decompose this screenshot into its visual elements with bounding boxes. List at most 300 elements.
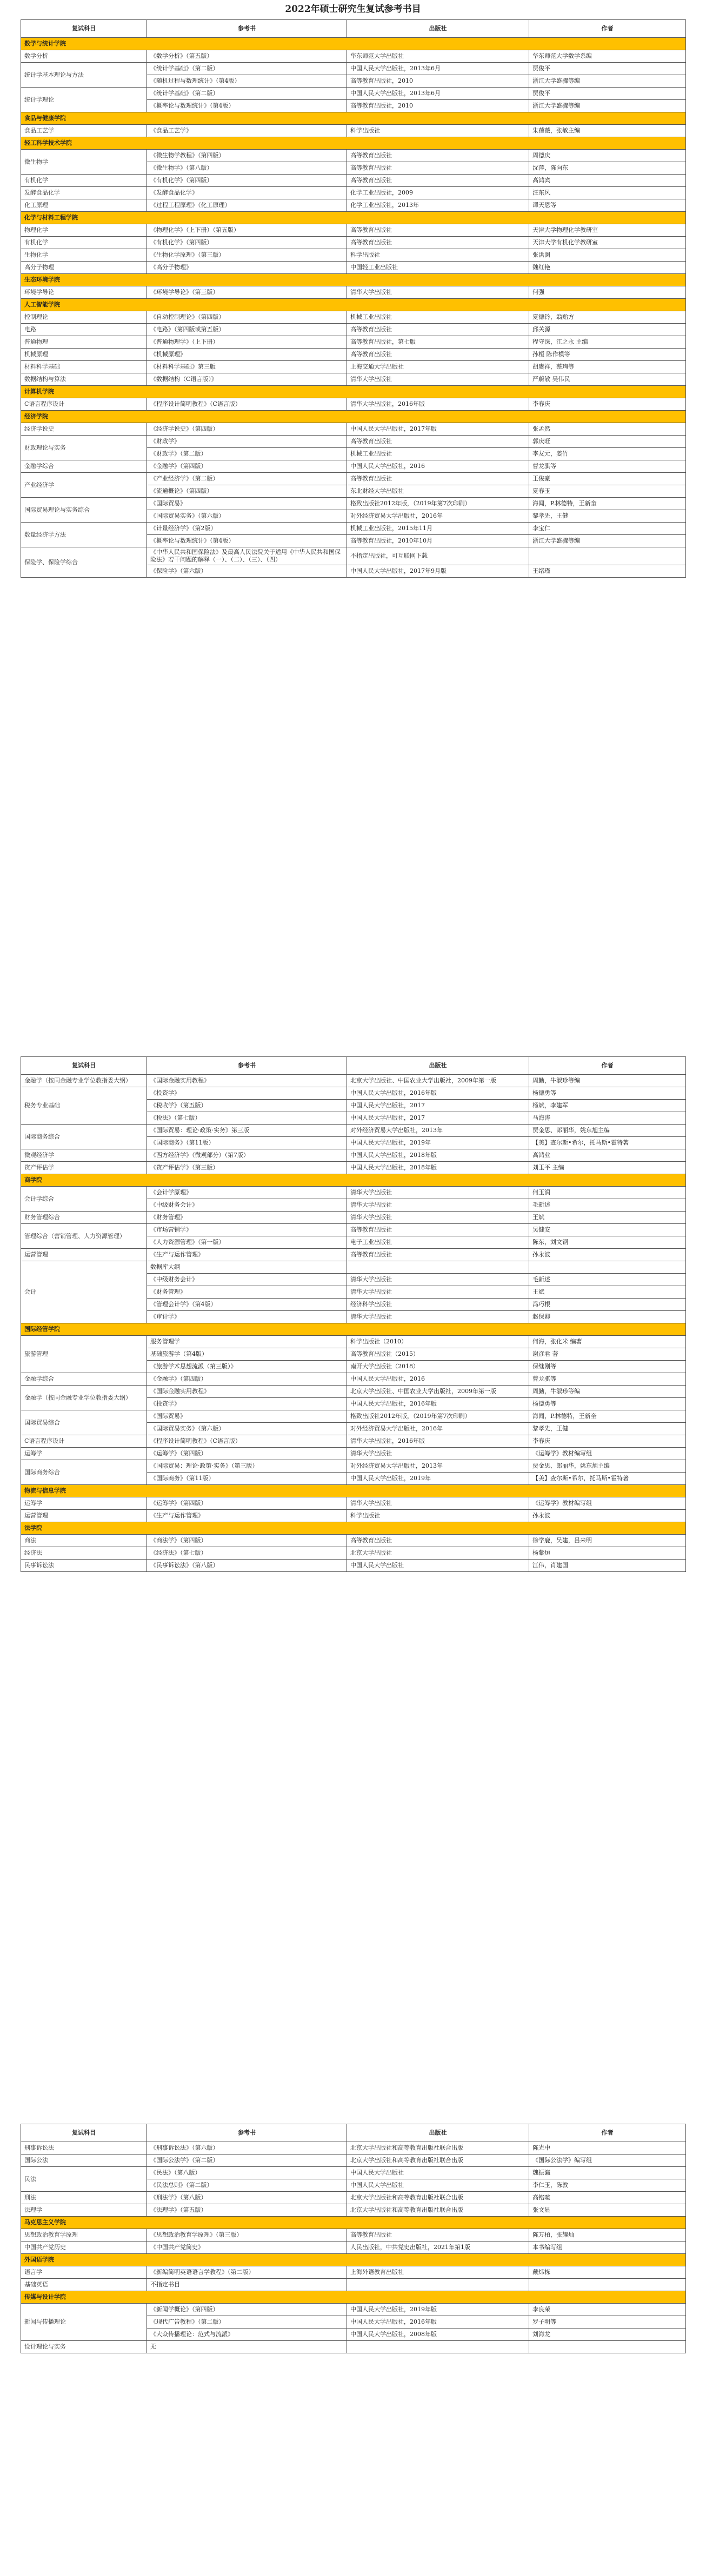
book-cell: 《经济学说史》（第四版） (147, 423, 347, 436)
section-title: 生态环境学院 (21, 274, 686, 286)
subject-cell: 基础英语 (21, 2279, 147, 2291)
book-cell: 《市场营销学》 (147, 1224, 347, 1236)
table-row (21, 286, 686, 299)
table-row (21, 1087, 686, 1100)
author-cell: 赵保卿 (529, 1311, 686, 1323)
book-cell: 《旅游学术思想流派（第三版）》 (147, 1361, 347, 1373)
author-cell: 高鸿业 (529, 1149, 686, 1162)
publisher-cell: 高等教育出版社，2010 (347, 100, 529, 112)
publisher-cell: 中国人民大学出版社，2019年版 (347, 2304, 529, 2316)
book-cell: 《国际公法学》（第二版） (147, 2155, 347, 2167)
author-cell: 毛新述 (529, 1274, 686, 1286)
table-row (21, 311, 686, 324)
author-cell: 贾金思、郎丽华，姚东旭主编 (529, 1460, 686, 1473)
publisher-cell: 高等教育出版社 (347, 1224, 529, 1236)
publisher-cell: 清华大学出版社 (347, 373, 529, 386)
table-row (21, 88, 686, 100)
publisher-cell: 格致出版社2012年版，（2019年第7次印刷） (347, 1410, 529, 1423)
publisher-cell: 南开大学出版社（2018） (347, 1361, 529, 1373)
author-cell: 曹龙骐等 (529, 460, 686, 473)
table-row (21, 1224, 686, 1236)
book-cell: 《流通概论》（第四版） (147, 485, 347, 498)
subject-cell: 运营管理 (21, 1249, 147, 1261)
section-row (21, 212, 686, 224)
table-row (21, 1075, 686, 1087)
publisher-cell: 电子工业出版社 (347, 1236, 529, 1249)
author-cell: 李仁玉，陈敦 (529, 2179, 686, 2192)
publisher-cell: 清华大学出版社 (347, 1286, 529, 1299)
book-cell: 《保险学》（第六版） (147, 565, 347, 578)
subject-cell: 食品工艺学 (21, 125, 147, 137)
subject-cell: 国际商务综合 (21, 1125, 147, 1149)
publisher-cell: 对外经济贸易大学出版社，2013年 (347, 1460, 529, 1473)
subject-cell: C语言程序设计 (21, 1435, 147, 1448)
table-row (21, 187, 686, 199)
publisher-cell: 中国人民大学出版社，2019年 (347, 1473, 529, 1485)
publisher-cell: 北京大学出版社和高等教育出版社联合出版 (347, 2142, 529, 2155)
subject-cell: 保险学、保险学综合 (21, 547, 147, 578)
author-cell: 何海，张化米 编著 (529, 1336, 686, 1348)
book-cell: 《有机化学》（第四版） (147, 237, 347, 249)
publisher-cell: 高等教育出版社 (347, 150, 529, 162)
section-row (21, 137, 686, 150)
book-cell: 《食品工艺学》 (147, 125, 347, 137)
subject-cell: 有机化学 (21, 237, 147, 249)
page-2 (21, 1056, 685, 1572)
book-cell: 《国际贸易：理论·政策·实务》（第三版） (147, 1460, 347, 1473)
author-cell: 杨斌，李建军 (529, 1100, 686, 1112)
author-cell: 浙江大学盛骤等编 (529, 75, 686, 88)
subject-cell: 旅游管理 (21, 1336, 147, 1373)
table-row (21, 2304, 686, 2316)
book-cell: 《微生物学》（第八版） (147, 162, 347, 175)
book-cell: 《税收学》（第五版） (147, 1100, 347, 1112)
book-cell: 不指定书目 (147, 2279, 347, 2291)
author-cell (529, 2341, 686, 2353)
publisher-cell: 清华大学出版社 (347, 1212, 529, 1224)
author-cell: 杨紫烜 (529, 1547, 686, 1560)
subject-cell: 物理化学 (21, 224, 147, 237)
table-row (21, 324, 686, 336)
author-cell: 王绪瑾 (529, 565, 686, 578)
booklist-table (21, 1056, 686, 1572)
header-book: 参考书 (147, 1057, 347, 1075)
author-cell: 刘海龙 (529, 2329, 686, 2341)
book-cell: 《现代广告教程》（第二版） (147, 2316, 347, 2329)
section-title: 人工智能学院 (21, 299, 686, 311)
book-cell: 《普通物理学》（上下册） (147, 336, 347, 349)
author-cell: 陈万柏，张耀灿 (529, 2229, 686, 2242)
publisher-cell: 中国人民大学出版社，2016 (347, 460, 529, 473)
author-cell: 沈萍，陈向东 (529, 162, 686, 175)
book-cell: 基础旅游学（第4版） (147, 1348, 347, 1361)
subject-cell: 会计学综合 (21, 1187, 147, 1212)
publisher-cell: 清华大学出版社，2016年版 (347, 1435, 529, 1448)
page-title: 2022年硕士研究生复试参考书目 (285, 4, 421, 15)
author-cell: 【美】查尔斯•希尔，托马斯•霍特著 (529, 1473, 686, 1485)
author-cell: 周勤，牛淑珍等编 (529, 1075, 686, 1087)
book-cell: 《产业经济学》（第二版） (147, 473, 347, 485)
publisher-cell: 中国人民大学出版社，2017年版 (347, 423, 529, 436)
subject-cell: 国际商务综合 (21, 1460, 147, 1485)
book-cell: 《中国共产党简史》 (147, 2242, 347, 2254)
author-cell: 浙江大学盛骤等编 (529, 100, 686, 112)
publisher-cell: 中国人民大学出版社，2017 (347, 1100, 529, 1112)
subject-cell: 思想政治教育学原理 (21, 2229, 147, 2242)
publisher-cell: 中国人民大学出版社，2019年 (347, 1137, 529, 1149)
table-row (21, 1535, 686, 1547)
publisher-cell: 高等教育出版社 (347, 436, 529, 448)
author-cell: 天津大学有机化学教研室 (529, 237, 686, 249)
subject-cell: 财政理论与实务 (21, 436, 147, 460)
section-title: 法学院 (21, 1522, 686, 1535)
book-cell: 《国际金融实用教程》 (147, 1075, 347, 1087)
author-cell: 陈东，刘文钢 (529, 1236, 686, 1249)
table-row (21, 1187, 686, 1199)
section-row (21, 2217, 686, 2229)
table-row (21, 1125, 686, 1137)
author-cell: 朱蓓薇，张敏主编 (529, 125, 686, 137)
publisher-cell: 化学工业出版社，2013年 (347, 199, 529, 212)
publisher-cell: 对外经济贸易大学出版社，2013年 (347, 1125, 529, 1137)
book-cell: 《有机化学》（第四版） (147, 175, 347, 187)
book-cell: 《经济法》（第七版） (147, 1547, 347, 1560)
subject-cell: 民法 (21, 2167, 147, 2192)
author-cell: 戴炜栋 (529, 2266, 686, 2279)
book-cell: 《材料科学基础》第三版 (147, 361, 347, 373)
table-row (21, 2167, 686, 2179)
subject-cell: 数量经济学方法 (21, 523, 147, 547)
header-subject: 复试科目 (21, 1057, 147, 1075)
section-title: 传媒与设计学院 (21, 2291, 686, 2304)
section-row (21, 38, 686, 50)
subject-cell: 资产评估学 (21, 1162, 147, 1174)
book-cell: 《财务管理》 (147, 1286, 347, 1299)
publisher-cell: 清华大学出版社 (347, 1497, 529, 1510)
section-title: 轻工科学技术学院 (21, 137, 686, 150)
author-cell (529, 2279, 686, 2291)
book-cell: 《数学分析》（第五版） (147, 50, 347, 63)
author-cell: 天津大学物理化学教研室 (529, 224, 686, 237)
author-cell: 江伟，肖建国 (529, 1560, 686, 1572)
publisher-cell: 高等教育出版社 (347, 1535, 529, 1547)
table-row (21, 523, 686, 535)
table-row (21, 2279, 686, 2291)
section-row (21, 2254, 686, 2266)
section-row (21, 112, 686, 125)
publisher-cell: 清华大学出版社 (347, 1199, 529, 1212)
section-row (21, 1522, 686, 1535)
book-cell: 《管理会计学》（第4版） (147, 1299, 347, 1311)
book-cell: 《国际贸易》 (147, 498, 347, 510)
table-row (21, 150, 686, 162)
table-row (21, 199, 686, 212)
author-cell: 贾俊平 (529, 63, 686, 75)
publisher-cell: 中国人民大学出版社，2016 (347, 1373, 529, 1386)
subject-cell: 设计理论与实务 (21, 2341, 147, 2353)
section-row (21, 1485, 686, 1497)
table-row (21, 460, 686, 473)
author-cell: 【美】查尔斯•希尔，托马斯•霍特著 (529, 1137, 686, 1149)
publisher-cell: 中国人民大学出版社，2008年版 (347, 2329, 529, 2341)
publisher-cell: 高等教育出版社（2015） (347, 1348, 529, 1361)
subject-cell: 国际公法 (21, 2155, 147, 2167)
author-cell: 何强 (529, 286, 686, 299)
book-cell: 《新闻学概论》（第四版） (147, 2304, 347, 2316)
publisher-cell: 人民出版社，中共党史出版社，2021年第1版 (347, 2242, 529, 2254)
publisher-cell: 北京大学出版社和高等教育出版社联合出版 (347, 2204, 529, 2217)
table-row (21, 2192, 686, 2204)
table-row (21, 1212, 686, 1224)
book-cell: 无 (147, 2341, 347, 2353)
publisher-cell: 高等教育出版社 (347, 349, 529, 361)
publisher-cell: 机械工业出版社，2015年11月 (347, 523, 529, 535)
author-cell: 黎孝先，王健 (529, 1423, 686, 1435)
section-title: 计算机学院 (21, 386, 686, 398)
subject-cell: 高分子物理 (21, 262, 147, 274)
subject-cell: 化工原理 (21, 199, 147, 212)
subject-cell: 有机化学 (21, 175, 147, 187)
header-author: 作者 (529, 20, 686, 38)
header-author: 作者 (529, 1057, 686, 1075)
author-cell: 孙桓 陈作模等 (529, 349, 686, 361)
subject-cell: 微生物学 (21, 150, 147, 175)
author-cell: 张洪渊 (529, 249, 686, 262)
publisher-cell: 北京大学出版社和高等教育出版社联合出版 (347, 2155, 529, 2167)
book-cell: 《环境学导论》（第三版） (147, 286, 347, 299)
subject-cell: 商法 (21, 1535, 147, 1547)
publisher-cell: 中国人民大学出版社 (347, 2179, 529, 2192)
publisher-cell: 化学工业出版社，2009 (347, 187, 529, 199)
table-row (21, 1336, 686, 1348)
section-title: 化学与材料工程学院 (21, 212, 686, 224)
table-row (21, 125, 686, 137)
author-cell: 李春庆 (529, 1435, 686, 1448)
table-row (21, 1560, 686, 1572)
author-cell: 李春庆 (529, 398, 686, 411)
table-row (21, 50, 686, 63)
author-cell: 周德庆 (529, 150, 686, 162)
publisher-cell: 中国人民大学出版社，2016年版 (347, 2316, 529, 2329)
publisher-cell: 高等教育出版社，第七版 (347, 336, 529, 349)
book-cell: 《人力资源管理》（第一版） (147, 1236, 347, 1249)
book-cell: 《发酵食品化学》 (147, 187, 347, 199)
table-row (21, 1261, 686, 1274)
booklist-table (21, 19, 686, 578)
author-cell: 夏德钤，翁贻方 (529, 311, 686, 324)
publisher-cell: 高等教育出版社 (347, 162, 529, 175)
author-cell: 《运筹学》教材编写组 (529, 1448, 686, 1460)
publisher-cell: 上海交通大学出版社 (347, 361, 529, 373)
publisher-cell: 北京大学出版社和高等教育出版社联合出版 (347, 2192, 529, 2204)
author-cell: 马海涛 (529, 1112, 686, 1125)
book-cell: 《机械原理》 (147, 349, 347, 361)
subject-cell: 会计 (21, 1261, 147, 1323)
book-cell: 《刑事诉讼法》（第六版） (147, 2142, 347, 2155)
subject-cell: 生物化学 (21, 249, 147, 262)
book-cell: 《国际贸易》 (147, 1410, 347, 1423)
section-row (21, 411, 686, 423)
book-cell: 《国际商务》（第11版） (147, 1137, 347, 1149)
section-title: 马克思主义学院 (21, 2217, 686, 2229)
publisher-cell: 高等教育出版社 (347, 473, 529, 485)
book-cell: 《国际贸易实务》（第六版） (147, 1423, 347, 1435)
subject-cell: 刑法 (21, 2192, 147, 2204)
subject-cell: 金融学（按同金融专业学位教指委大纲） (21, 1075, 147, 1087)
book-cell: 《金融学》（第四版） (147, 460, 347, 473)
book-cell: 《统计学基础》（第二版） (147, 63, 347, 75)
book-cell: 《国际商务》（第11版） (147, 1473, 347, 1485)
section-title: 数学与统计学院 (21, 38, 686, 50)
subject-cell: 中国共产党历史 (21, 2242, 147, 2254)
book-cell: 《高分子物理》 (147, 262, 347, 274)
publisher-cell: 对外经济贸易大学出版社，2016年 (347, 510, 529, 523)
book-cell: 《中级财务会计》 (147, 1199, 347, 1212)
publisher-cell (347, 2279, 529, 2291)
author-cell: 罗子明等 (529, 2316, 686, 2329)
book-cell: 《投资学》 (147, 1398, 347, 1410)
publisher-cell: 中国人民大学出版社，2018年版 (347, 1149, 529, 1162)
publisher-cell: 上海外语教育出版社 (347, 2266, 529, 2279)
book-cell: 《法理学》（第五版） (147, 2204, 347, 2217)
table-row (21, 498, 686, 510)
table-row (21, 63, 686, 75)
subject-cell: 微观经济学 (21, 1149, 147, 1162)
header-subject: 复试科目 (21, 2124, 147, 2142)
header-publisher: 出版社 (347, 2124, 529, 2142)
author-cell: 浙江大学盛骤等编 (529, 535, 686, 547)
book-cell: 《自动控制理论》（第四版） (147, 311, 347, 324)
publisher-cell: 北京大学出版社 (347, 1547, 529, 1560)
table-row (21, 1435, 686, 1448)
publisher-cell: 清华大学出版社，2016年版 (347, 398, 529, 411)
subject-cell: 财务管理综合 (21, 1212, 147, 1224)
subject-cell: 环境学导论 (21, 286, 147, 299)
section-row (21, 2291, 686, 2304)
table-row (21, 2341, 686, 2353)
publisher-cell: 东北财经大学出版社 (347, 485, 529, 498)
publisher-cell: 中国人民大学出版社，2016年版 (347, 1087, 529, 1100)
author-cell (529, 1261, 686, 1274)
page-1 (21, 3, 685, 578)
book-cell: 《概率论与数理统计》（第4版） (147, 100, 347, 112)
book-cell: 《大众传播理论：范式与流派》 (147, 2329, 347, 2341)
author-cell: 胡赓祥，蔡珣等 (529, 361, 686, 373)
book-cell: 《微生物学教程》（第四版） (147, 150, 347, 162)
subject-cell: 数学分析 (21, 50, 147, 63)
publisher-cell: 高等教育出版社 (347, 237, 529, 249)
author-cell: 谭天恩等 (529, 199, 686, 212)
author-cell: 贾金思、郎丽华，姚东旭主编 (529, 1125, 686, 1137)
book-cell: 《生物化学原理》（第三版） (147, 249, 347, 262)
publisher-cell: 中国人民大学出版社，2017年9月版 (347, 565, 529, 578)
publisher-cell: 中国人民大学出版社，2017 (347, 1112, 529, 1125)
subject-cell: 发酵食品化学 (21, 187, 147, 199)
table-row (21, 473, 686, 485)
author-cell: 徐学鹿，吴建，吕来明 (529, 1535, 686, 1547)
author-cell: 孙永波 (529, 1510, 686, 1522)
publisher-cell: 中国人民大学出版社 (347, 2167, 529, 2179)
publisher-cell (347, 1261, 529, 1274)
author-cell: 郭庆旺 (529, 436, 686, 448)
author-cell: 魏振瀛 (529, 2167, 686, 2179)
subject-cell: 刑事诉讼法 (21, 2142, 147, 2155)
table-row (21, 1510, 686, 1522)
book-cell: 《中级财务会计》 (147, 1274, 347, 1286)
subject-cell: 产业经济学 (21, 473, 147, 498)
author-cell: 冯巧根 (529, 1299, 686, 1311)
book-cell: 《财政学》 (147, 436, 347, 448)
author-cell: 本书编写组 (529, 2242, 686, 2254)
publisher-cell: 高等教育出版社，2010年10月 (347, 535, 529, 547)
publisher-cell: 机械工业出版社 (347, 311, 529, 324)
author-cell: 李良荣 (529, 2304, 686, 2316)
subject-cell: C语言程序设计 (21, 398, 147, 411)
publisher-cell: 北京大学出版社、中国农业大学出版社，2009年第一版 (347, 1386, 529, 1398)
author-cell: 高鸿宾 (529, 175, 686, 187)
book-cell: 《财政学》（第二版） (147, 448, 347, 460)
publisher-cell: 机械工业出版社 (347, 448, 529, 460)
table-row (21, 547, 686, 565)
publisher-cell: 中国人民大学出版社，2013年6月 (347, 63, 529, 75)
author-cell: 邱关源 (529, 324, 686, 336)
publisher-cell: 中国人民大学出版社，2016年版 (347, 1398, 529, 1410)
author-cell: 《运筹学》教材编写组 (529, 1497, 686, 1510)
subject-cell: 运筹学 (21, 1448, 147, 1460)
publisher-cell: 高等教育出版社 (347, 175, 529, 187)
subject-cell: 控制理论 (21, 311, 147, 324)
table-row (21, 1448, 686, 1460)
table-row (21, 1460, 686, 1473)
author-cell: 黎孝先，王健 (529, 510, 686, 523)
publisher-cell: 高等教育出版社 (347, 224, 529, 237)
author-cell: 李宝仁 (529, 523, 686, 535)
table-row (21, 2266, 686, 2279)
publisher-cell: 中国人民大学出版社，2018年版 (347, 1162, 529, 1174)
book-cell: 《运筹学》（第四版） (147, 1448, 347, 1460)
author-cell: 《国际公法学》编写组 (529, 2155, 686, 2167)
subject-cell: 电路 (21, 324, 147, 336)
author-cell: 保继刚等 (529, 1361, 686, 1373)
book-cell: 《数据结构（C语言版）》 (147, 373, 347, 386)
author-cell: 王俊豪 (529, 473, 686, 485)
table-row (21, 423, 686, 436)
table-row (21, 2155, 686, 2167)
table-row (21, 224, 686, 237)
author-cell: 张文显 (529, 2204, 686, 2217)
section-row (21, 386, 686, 398)
table-row (21, 2229, 686, 2242)
header-publisher: 出版社 (347, 1057, 529, 1075)
author-cell: 华东师范大学数学系编 (529, 50, 686, 63)
table-row (21, 1410, 686, 1423)
header-author: 作者 (529, 2124, 686, 2142)
publisher-cell: 华东师范大学出版社 (347, 50, 529, 63)
book-cell: 《金融学》（第四版） (147, 1373, 347, 1386)
book-cell: 《国际金融实用教程》 (147, 1386, 347, 1398)
table-row (21, 2142, 686, 2155)
book-cell: 《计量经济学》（第2版） (147, 523, 347, 535)
book-cell: 《过程工程原理》（化工原理） (147, 199, 347, 212)
author-cell: 周勤，牛淑珍等编 (529, 1386, 686, 1398)
author-cell: 杨德勇等 (529, 1398, 686, 1410)
book-cell: 《民法》（第八版） (147, 2167, 347, 2179)
publisher-cell: 清华大学出版社 (347, 1311, 529, 1323)
table-row (21, 361, 686, 373)
section-row (21, 1323, 686, 1336)
book-cell: 《思想政治教育学原理》（第三版） (147, 2229, 347, 2242)
publisher-cell: 清华大学出版社 (347, 286, 529, 299)
